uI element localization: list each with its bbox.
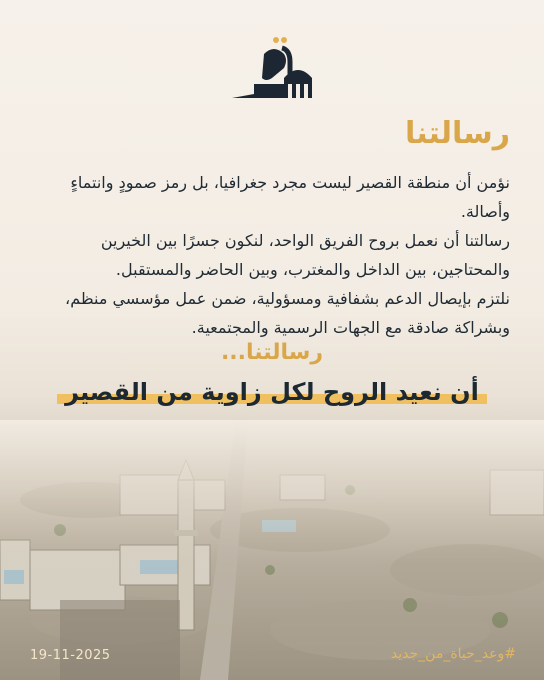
aerial-ruins-photo <box>0 420 544 680</box>
date-label: 19-11-2025 <box>30 648 111 663</box>
section-heading: رسالتنا <box>404 116 510 151</box>
mission-text-block <box>58 104 510 342</box>
hashtag-label: #وعد_حياة_من_جديد <box>390 646 516 662</box>
subheading: رسالتنا... <box>220 340 324 365</box>
tagline-wrap <box>0 378 544 406</box>
paragraph-2: رسالتنا أن نعمل بروح الفريق الواحد، لنكون جسرًا بين الخيرين والمحتاجين، بين الداخل والمغترب، وبين الحاضر والمستقبل. <box>100 231 510 279</box>
logo-icon <box>224 18 320 100</box>
paragraph-3: نلتزم بإيصال الدعم بشفافية ومسؤولية، ضمن عمل مؤسسي منظم، وبشراكة صادقة مع الجهات الرسمية والمجتمعية. <box>65 289 510 337</box>
paragraph-1: نؤمن أن منطقة القصير ليست مجرد جغرافيا، بل رمز صمودٍ وانتماءٍ وأصالة. <box>70 173 510 221</box>
tagline: أن نعيد الروح لكل زاوية من القصير <box>57 378 487 406</box>
